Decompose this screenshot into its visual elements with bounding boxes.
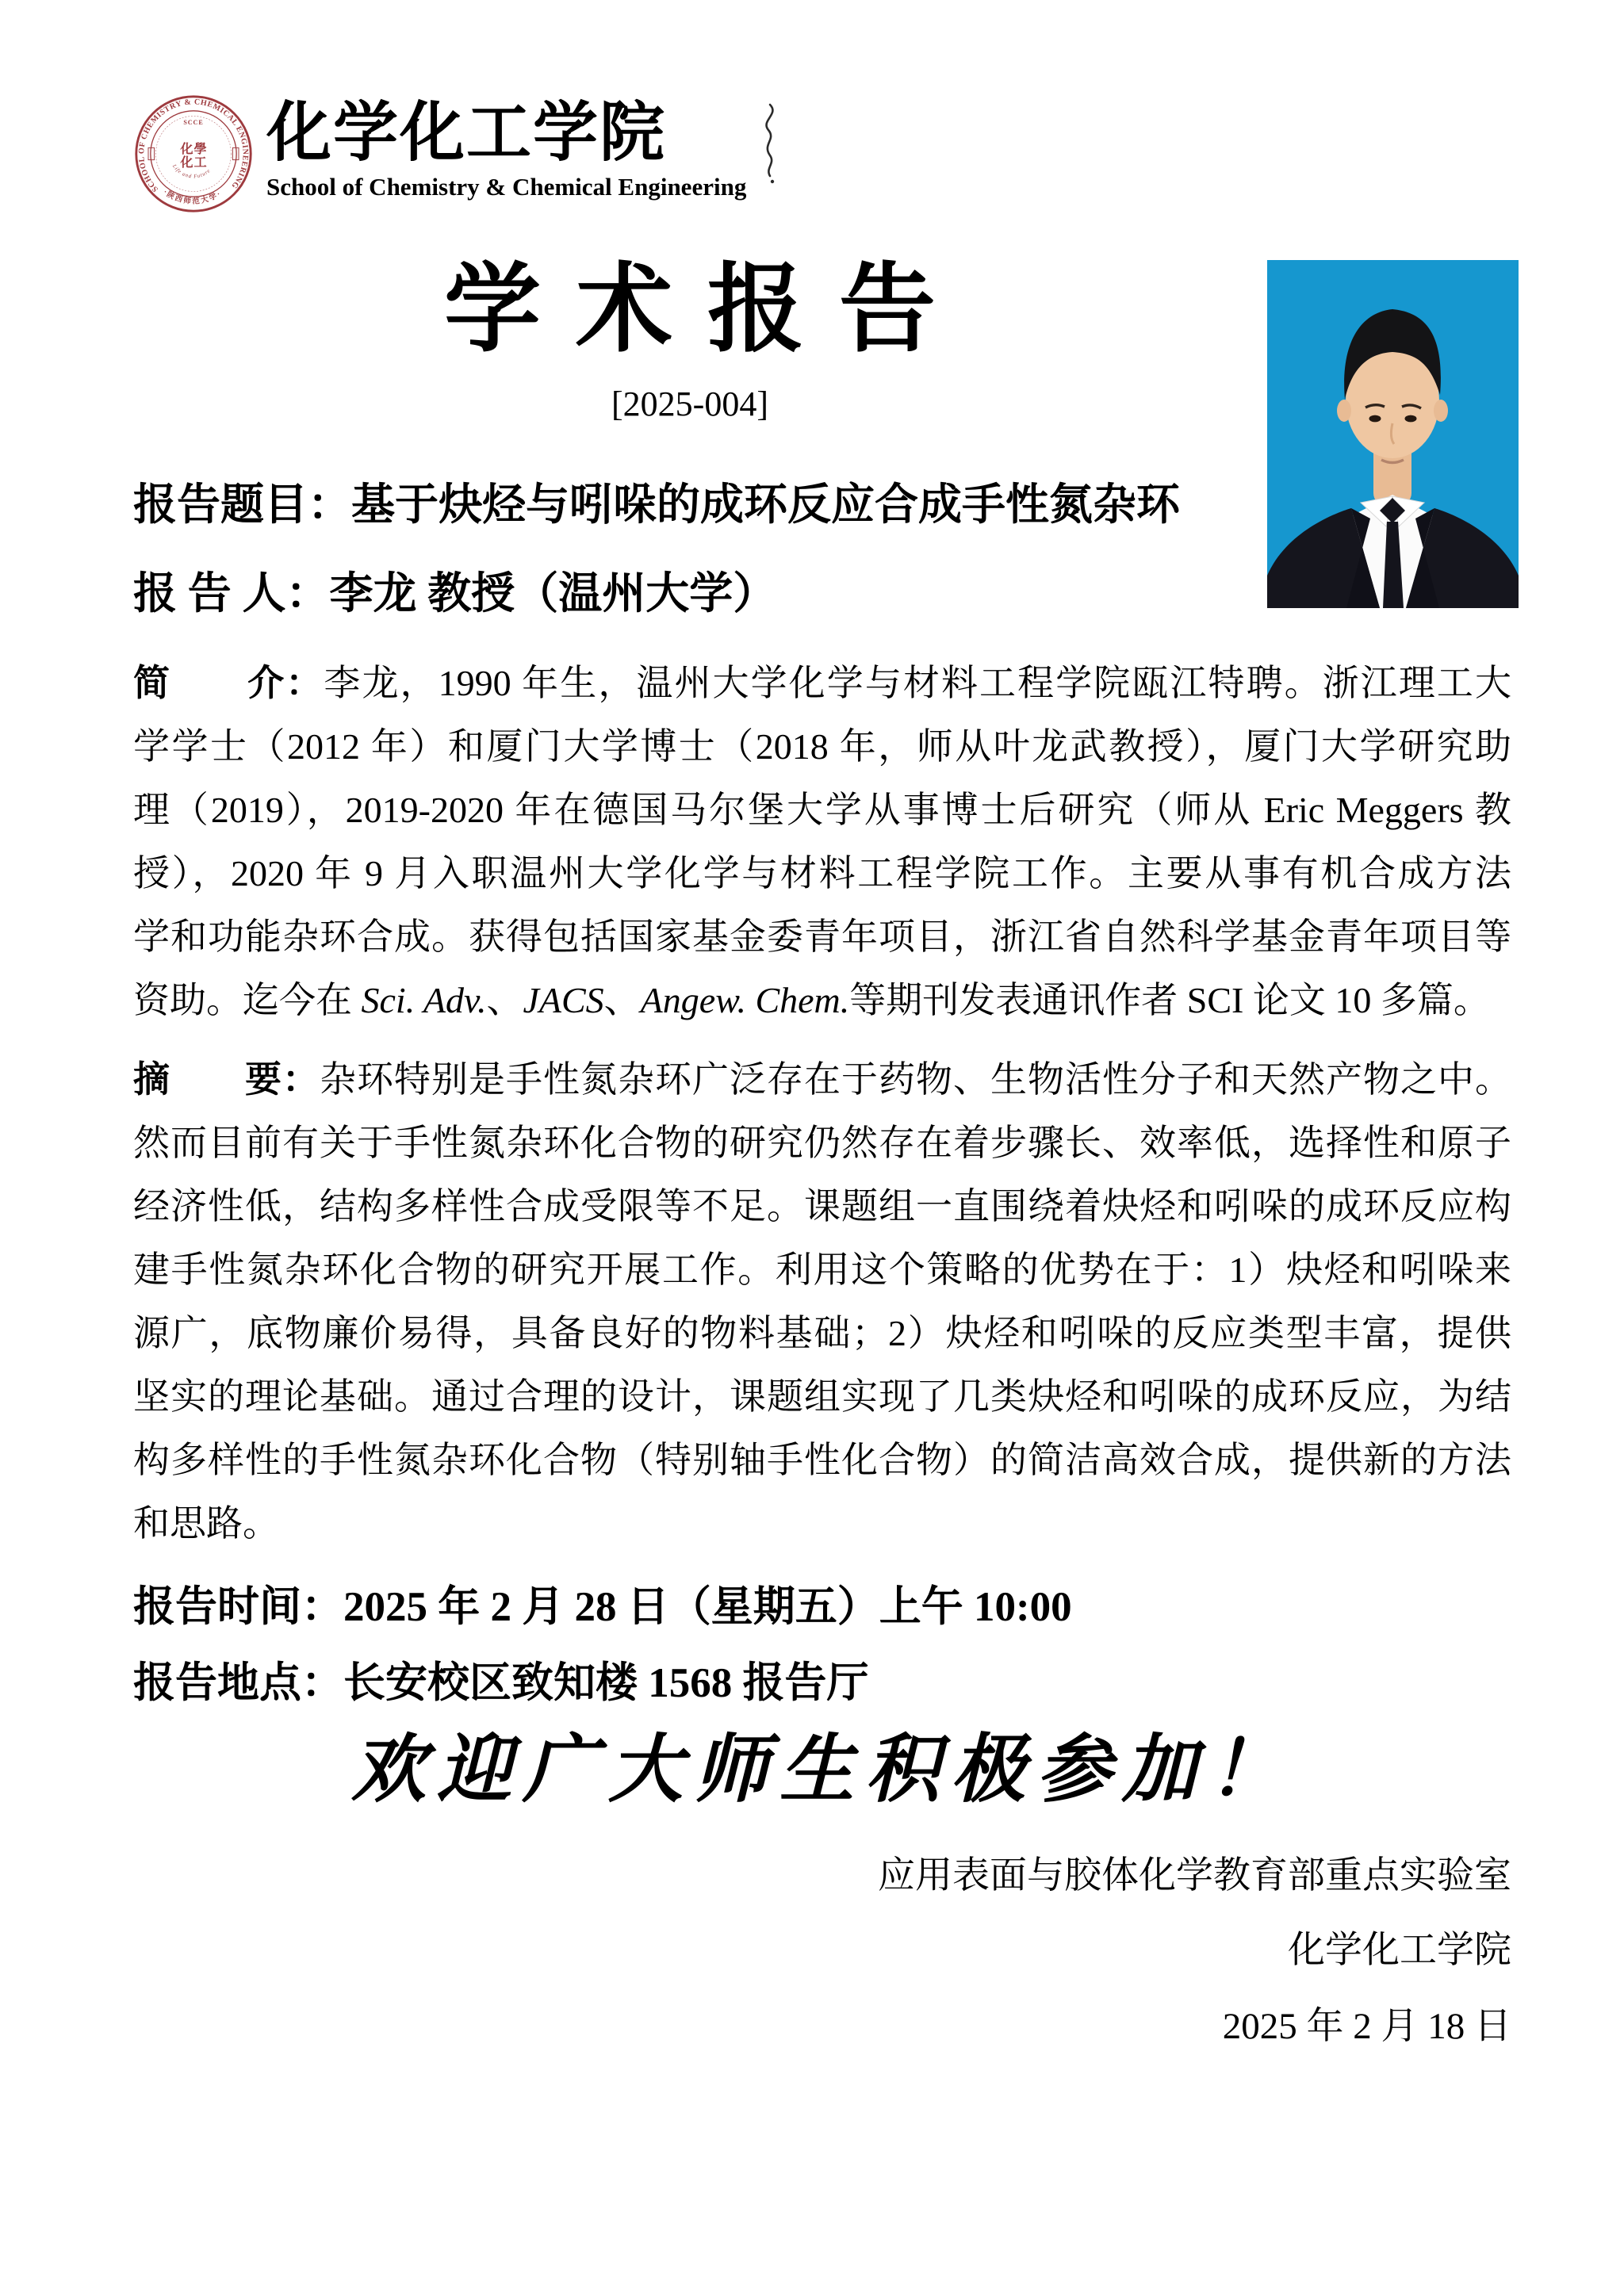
speaker-text: 李龙 教授（温州大学） [329, 569, 777, 618]
speaker-photo [1267, 260, 1519, 608]
abstract-line: 摘 要：杂环特别是手性氮杂环广泛存在于药物、生物活性分子和天然产物之中。 [133, 1059, 1511, 1100]
seal-abbr-text: SCCE [183, 118, 204, 126]
intro-line: 学和功能杂环合成。获得包括国家基金委青年项目，浙江省自然科学基金青年项目等 [133, 916, 1511, 957]
speaker-label: 报 告 人： [133, 569, 330, 618]
intro-line: 理（2019），2019-2020 年在德国马尔堡大学从事博士后研究（师从 Eric Meggers 教 [133, 790, 1511, 830]
welcome-slogan: 欢迎广大师生积极参加！ [350, 1729, 1293, 1812]
intro-line: 学学士（2012 年）和厦门大学博士（2018 年，师从叶龙武教授），厦门大学研究助 [133, 726, 1511, 767]
header [133, 73, 786, 214]
school-name-cn: 化学化工学院 [266, 97, 667, 169]
time-label: 报告时间： [133, 1584, 343, 1630]
abstract [133, 1048, 1511, 1556]
journal-name: Angew. Chem. [640, 980, 850, 1020]
intro-label: 简 介： [133, 663, 324, 703]
seal-motto-text: Life and Future [170, 163, 212, 180]
abstract-line: 和思路。 [133, 1503, 279, 1544]
intro-line: 授），2020 年 9 月入职温州大学化学与材料工程学院工作。主要从事有机合成方法 [133, 853, 1511, 894]
abstract-line: 然而目前有关于手性氮杂环化合物的研究仍然存在着步骤长、效率低，选择性和原子 [133, 1123, 1511, 1163]
talk-time-line [133, 1573, 1072, 1633]
talk-venue-line [133, 1649, 869, 1709]
footer-lab-name: 应用表面与胶体化学教育部重点实验室 [878, 1855, 1511, 1896]
calligrapher-signature-mark [754, 100, 786, 187]
school-seal-logo [133, 94, 254, 214]
seal-university-text: ·陕西师范大学· [161, 188, 223, 206]
abstract-label: 摘 要： [133, 1059, 320, 1100]
svg-text:學: 學 [193, 143, 207, 157]
abstract-line: 建手性氮杂环化合物的研究开展工作。利用这个策略的优势在于：1）炔烃和吲哚来 [133, 1249, 1511, 1290]
topic-line [133, 469, 1180, 532]
intro-line: 简 介：李龙，1990 年生，温州大学化学与材料工程学院瓯江特聘。浙江理工大 [133, 663, 1511, 703]
svg-text:化: 化 [180, 143, 193, 157]
page-title: 学术报告 [444, 257, 971, 364]
school-name-en: School of Chemistry & Chemical Engineering [266, 172, 747, 201]
svg-text:工: 工 [193, 156, 207, 170]
speaker-line [133, 558, 776, 621]
seal-center-glyph [179, 141, 206, 170]
speaker-introduction [133, 652, 1511, 1032]
svg-text:·陕西师范大学· [162, 189, 222, 206]
footer-date: 2025 年 2 月 18 日 [1222, 2006, 1511, 2047]
venue-label: 报告地点： [133, 1660, 343, 1706]
journal-name: Sci. Adv. [361, 980, 487, 1020]
seal-ring-text: SCHOOL OF CHEMISTRY & CHEMICAL ENGINEERING [137, 98, 250, 193]
abstract-line: 源广，底物廉价易得，具备良好的物料基础；2）炔烃和吲哚的反应类型丰富，提供 [133, 1313, 1511, 1353]
abstract-line: 坚实的理论基础。通过合理的设计，课题组实现了几类炔烃和吲哚的成环反应，为结 [133, 1376, 1511, 1417]
abstract-line: 构多样性的手性氮杂环化合物（特别轴手性化合物）的简洁高效合成，提供新的方法 [133, 1440, 1511, 1480]
intro-line: 资助。迄今在 Sci. Adv.、JACS、Angew. Chem.等期刊发表通讯作者 SCI 论文 10 多篇。 [133, 980, 1490, 1020]
svg-text:化: 化 [180, 156, 193, 170]
seminar-number: [2025-004] [611, 385, 768, 423]
journal-name: JACS [523, 980, 604, 1020]
topic-label: 报告题目： [133, 480, 352, 529]
venue-value: 长安校区致知楼 1568 报告厅 [343, 1660, 869, 1706]
abstract-line: 经济性低，结构多样性合成受限等不足。课题组一直围绕着炔烃和吲哚的成环反应构 [133, 1186, 1511, 1226]
header-school-name [266, 97, 746, 201]
footer-school-name: 化学化工学院 [1288, 1930, 1511, 1971]
topic-text: 基于炔烃与吲哚的成环反应合成手性氮杂环 [351, 480, 1181, 529]
time-value: 2025 年 2 月 28 日（星期五）上午 10:00 [343, 1584, 1072, 1630]
